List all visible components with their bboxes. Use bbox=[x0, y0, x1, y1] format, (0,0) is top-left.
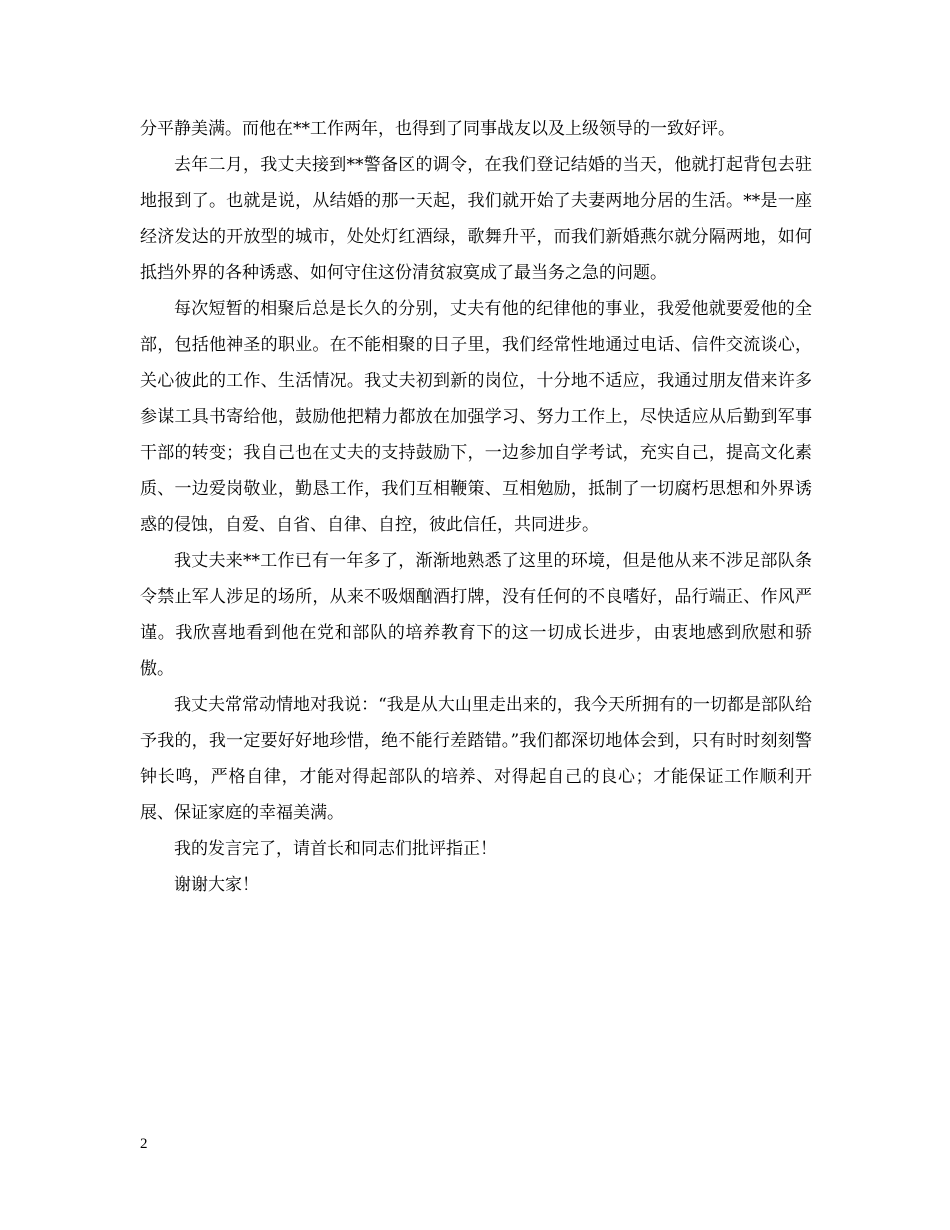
paragraph-brief-reunion: 每次短暂的相聚后总是长久的分别，丈夫有他的纪律他的事业，我爱他就要爱他的全部，包括他神圣的职业。在不能相聚的日子里，我们经常性地通过电话、信件交流谈心，关心彼此的工作、生活情况。我丈夫初到新的岗位，十分地不适应，我通过朋友借来许多参谋工具书寄给他，鼓励他把精力都放在加强学习、努力工作上，尽快适应从后勤到军事干部的转变；我自己也在丈夫的支持鼓励下，一边参加自学考试，充实自己，提高文化素质、一边爱岗敬业，勤恳工作，我们互相鞭策、互相勉励，抵制了一切腐朽思想和外界诱惑的侵蚀，自爱、自省、自律、自控，彼此信任，共同进步。 bbox=[140, 299, 812, 535]
paragraph-one-year: 我丈夫来**工作已有一年多了，渐渐地熟悉了这里的环境，但是他从来不涉足部队条令禁止军人涉足的场所，从来不吸烟酗酒打牌，没有任何的不良嗜好，品行端正、作风严谨。我欣喜地看到他在党和部队的培养教育下的这一切成长进步，由衷地感到欣慰和骄傲。 bbox=[140, 551, 812, 679]
paragraph-transfer-order: 去年二月，我丈夫接到**警备区的调令，在我们登记结婚的当天，他就打起背包去驻地报到了。也就是说，从结婚的那一天起，我们就开始了夫妻两地分居的生活。**是一座经济发达的开放型的城市，处处灯红酒绿，歌舞升平，而我们新婚燕尔就分隔两地，如何抵挡外界的各种诱惑、如何守住这份清贫寂寞成了最当务之急的问题。 bbox=[140, 155, 812, 283]
paragraph-closing-remark: 我的发言完了，请首长和同志们批评指正！ bbox=[174, 839, 497, 859]
page-number: 2 bbox=[140, 1136, 148, 1152]
body-text bbox=[140, 111, 812, 903]
paragraph-thanks: 谢谢大家！ bbox=[174, 875, 259, 895]
paragraph-husband-quote: 我丈夫常常动情地对我说：“我是从大山里走出来的，我今天所拥有的一切都是部队给予我的，我一定要好好地珍惜，绝不能行差踏错。”我们都深切地体会到，只有时时刻刻警钟长鸣，严格自律，才能对得起部队的培养、对得起自己的良心；才能保证工作顺利开展、保证家庭的幸福美满。 bbox=[140, 695, 812, 823]
paragraph-continuation: 分平静美满。而他在**工作两年，也得到了同事战友以及上级领导的一致好评。 bbox=[140, 119, 735, 139]
